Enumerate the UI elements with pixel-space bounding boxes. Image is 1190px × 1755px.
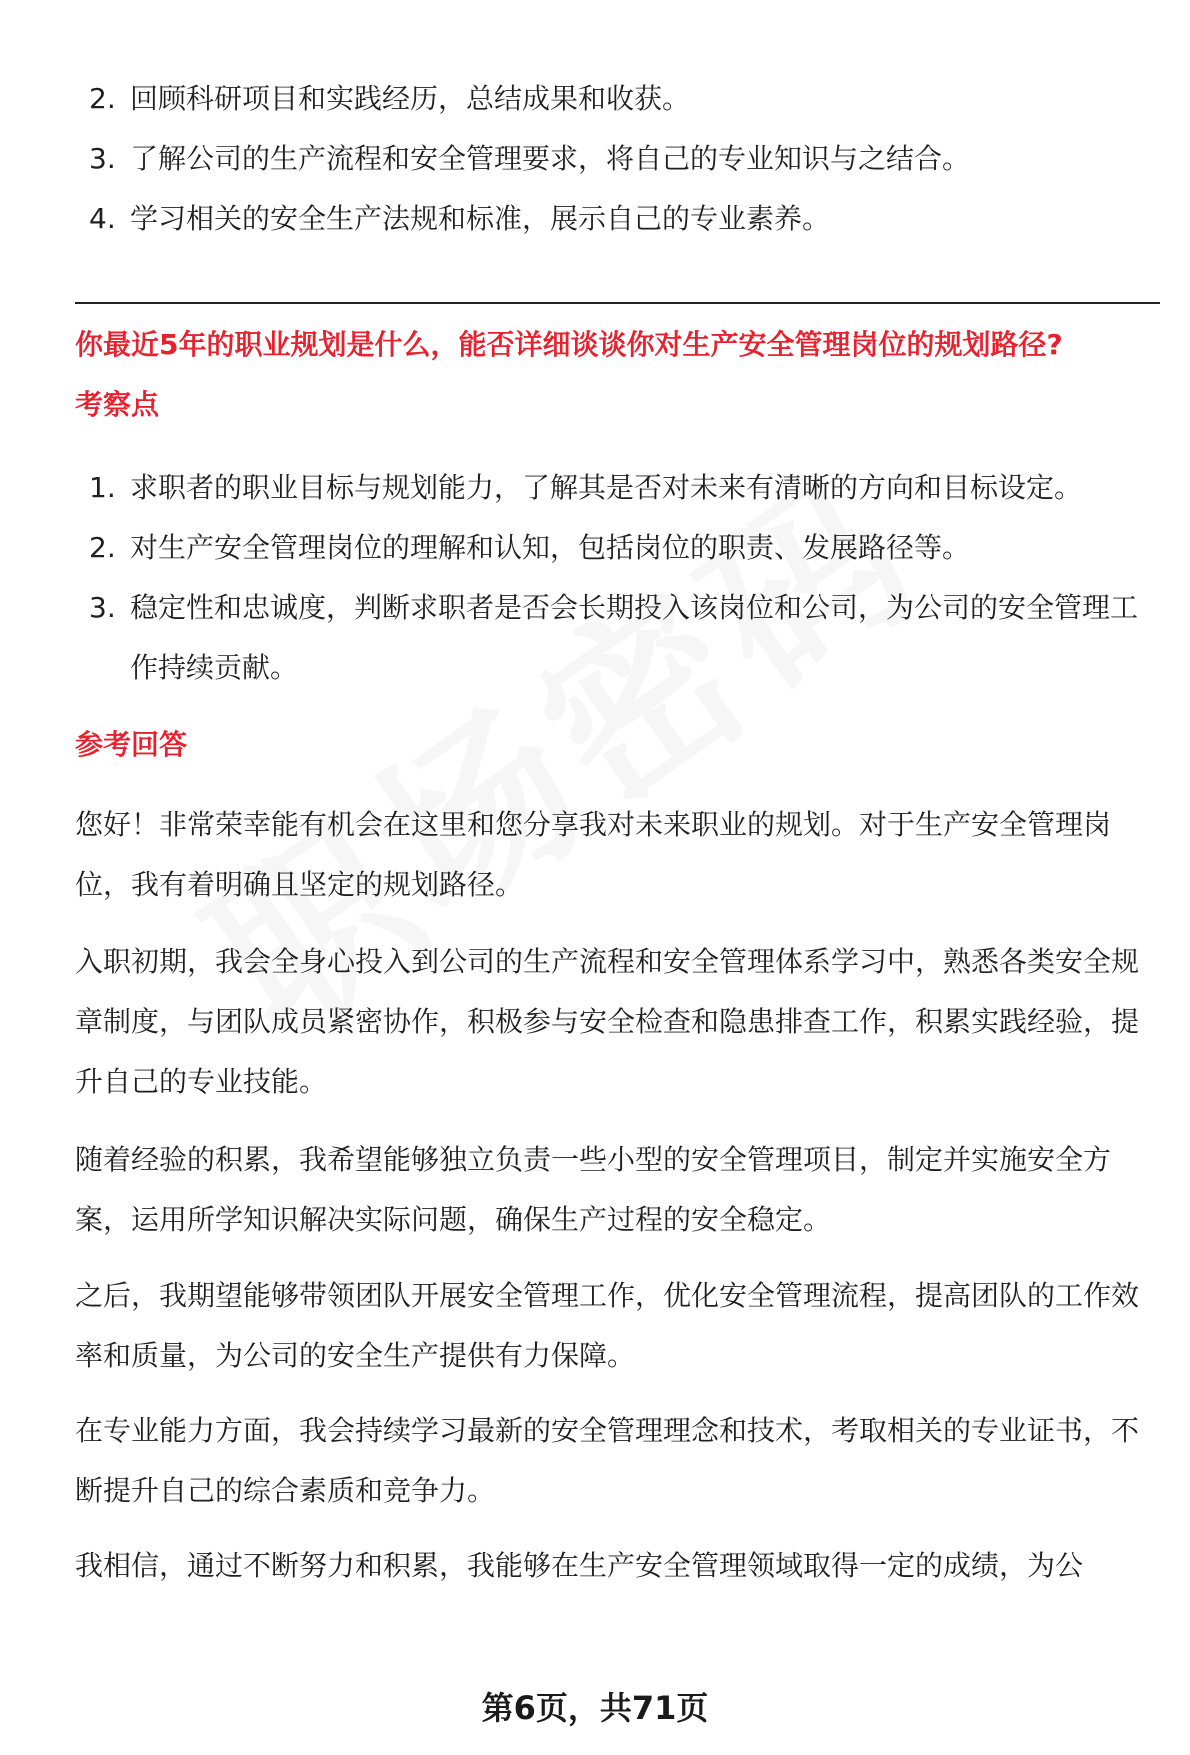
points-heading: 考察点 <box>75 388 160 421</box>
question-title: 你最近5年的职业规划是什么，能否详细谈谈你对生产安全管理岗位的规划路径? <box>75 328 1063 361</box>
list-text: 了解公司的生产流程和安全管理要求，将自己的专业知识与之结合。 <box>130 142 971 175</box>
list-item <box>75 458 1160 518</box>
answer-heading: 参考回答 <box>75 728 188 761</box>
list-text: 稳定性和忠诚度，判断求职者是否会长期投入该岗位和公司，为公司的安全管理工作持续贡献。 <box>130 591 1139 684</box>
list-text: 学习相关的安全生产法规和标准，展示自己的专业素养。 <box>130 202 831 235</box>
points-list <box>75 458 1160 698</box>
list-number: 1. <box>89 471 116 504</box>
answer-paragraph: 在专业能力方面，我会持续学习最新的安全管理理念和技术，考取相关的专业证书，不断提升自己的综合素质和竞争力。 <box>75 1414 1140 1507</box>
list-item <box>75 189 1160 249</box>
list-item <box>75 518 1160 578</box>
answer-paragraph: 之后，我期望能够带领团队开展安全管理工作，优化安全管理流程，提高团队的工作效率和质量，为公司的安全生产提供有力保障。 <box>75 1279 1140 1372</box>
list-text: 求职者的职业目标与规划能力，了解其是否对未来有清晰的方向和目标设定。 <box>130 471 1083 504</box>
list-number: 2. <box>89 82 116 115</box>
list-item <box>75 129 1160 189</box>
list-item <box>75 69 1160 129</box>
list-text: 回顾科研项目和实践经历，总结成果和收获。 <box>130 82 691 115</box>
list-number: 4. <box>89 202 116 235</box>
section-divider <box>75 302 1160 304</box>
answer-paragraph: 我相信，通过不断努力和积累，我能够在生产安全管理领域取得一定的成绩，为公 <box>75 1549 1084 1582</box>
prep-list <box>75 69 1160 249</box>
answer-paragraph: 您好！非常荣幸能有机会在这里和您分享我对未来职业的规划。对于生产安全管理岗位，我有着明确且坚定的规划路径。 <box>75 808 1112 901</box>
answer-paragraph: 入职初期，我会全身心投入到公司的生产流程和安全管理体系学习中，熟悉各类安全规章制度，与团队成员紧密协作，积极参与安全检查和隐患排查工作，积累实践经验，提升自己的专业技能。 <box>75 945 1140 1098</box>
answer-paragraph: 随着经验的积累，我希望能够独立负责一些小型的安全管理项目，制定并实施安全方案，运用所学知识解决实际问题，确保生产过程的安全稳定。 <box>75 1143 1112 1236</box>
list-text: 对生产安全管理岗位的理解和认知，包括岗位的职责、发展路径等。 <box>130 531 971 564</box>
list-item <box>75 578 1160 698</box>
list-number: 3. <box>89 142 116 175</box>
list-number: 3. <box>89 591 116 624</box>
list-number: 2. <box>89 531 116 564</box>
page-number: 第6页，共71页 <box>481 1689 709 1727</box>
